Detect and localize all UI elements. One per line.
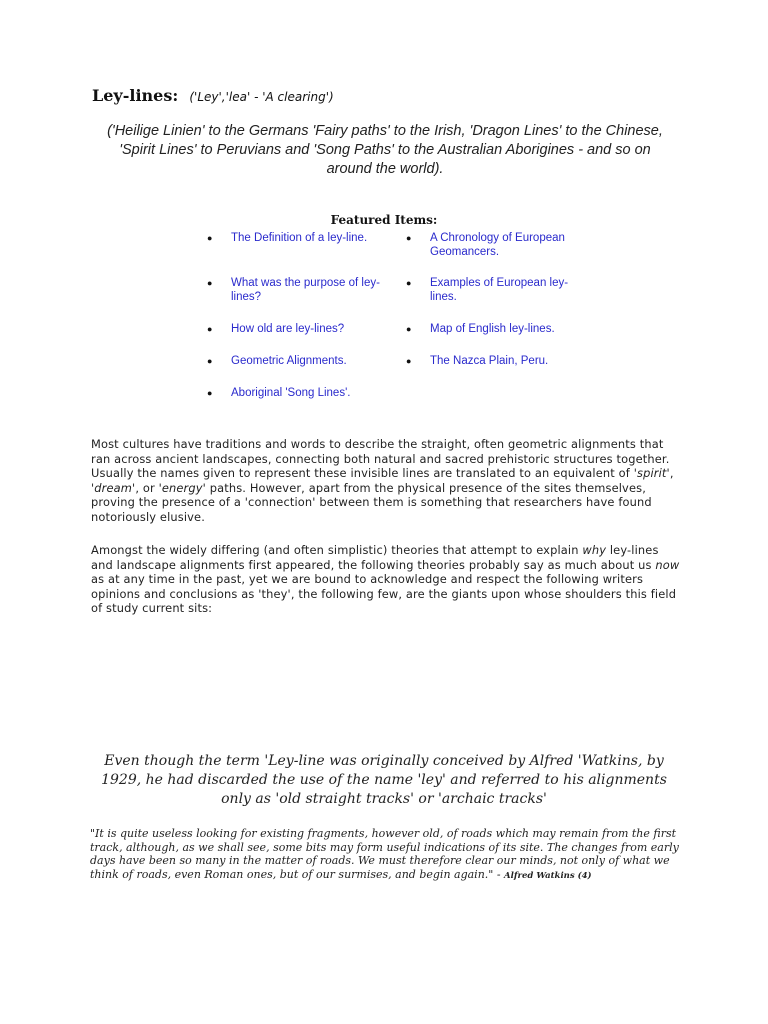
bullet-icon: ●	[406, 233, 412, 243]
bullet-icon: ●	[406, 324, 412, 334]
featured-item[interactable]	[406, 322, 610, 336]
text-run: ', or '	[132, 480, 162, 495]
featured-link[interactable]: Map of English ley-lines.	[430, 323, 555, 335]
text-run: ' paths. However, apart from the physical presence of the sites themselves, proving the presence of a 'connection' between them is something that researchers have found notoriously elusive.	[91, 480, 652, 524]
featured-link[interactable]: Aboriginal 'Song Lines'.	[231, 387, 351, 399]
featured-link[interactable]: What was the purpose of ley-lines?	[231, 277, 380, 303]
text-run: Amongst the widely differing (and often simplistic) theories that attempt to explain	[91, 543, 583, 557]
text-run: as at any time in the past, yet we are bound to acknowledge and respect the following writers opinions and conclusions as 'they', the following few, are the giants upon whose shoulders this field of study current sits:	[91, 572, 677, 616]
text-run: ley-lines and landscape alignments first appeared, the following theories probably say as much about us	[91, 543, 659, 572]
bullet-icon: ●	[406, 356, 412, 366]
emphasis: why	[582, 543, 607, 557]
featured-link[interactable]: Geometric Alignments.	[231, 355, 347, 367]
featured-link[interactable]: Examples of European ley-lines.	[430, 277, 569, 303]
featured-link[interactable]: How old are ley-lines?	[231, 323, 345, 335]
bullet-icon: ●	[207, 388, 213, 398]
featured-item[interactable]	[406, 354, 610, 368]
emphasis: dream	[94, 480, 133, 495]
quote-intro: Even though the term 'Ley-line was originally conceived by Alfred 'Watkins, by 1929, he had discarded the use of the name 'ley' and referred to his alignments only as 'old straight tracks' or 'archaic tracks'	[101, 753, 667, 807]
emphasis: energy	[161, 480, 203, 495]
title-etymology: ('Ley','lea' - 'A clearing')	[189, 90, 334, 104]
featured-item[interactable]	[207, 276, 391, 304]
featured-item[interactable]	[207, 322, 391, 336]
bullet-icon: ●	[207, 278, 213, 288]
featured-item[interactable]	[406, 276, 590, 304]
featured-item[interactable]	[207, 354, 391, 368]
featured-item[interactable]	[207, 231, 391, 245]
featured-heading: Featured Items:	[330, 213, 438, 227]
emphasis: spirit	[637, 466, 667, 481]
bullet-icon: ●	[406, 278, 412, 288]
intro-text: ('Heilige Linien' to the Germans 'Fairy paths' to the Irish, 'Dragon Lines' to the Chinese, 'Spirit Lines' to Peruvians and 'Song Paths' to the Australian Aborigines - and so on around the world).	[107, 123, 663, 177]
title-line	[92, 86, 334, 105]
text-run: ', '	[91, 466, 674, 495]
text-run: Most cultures have traditions and words to describe the straight, often geometric alignments that ran across ancient landscapes, connecting both natural and sacred prehistoric structures together. Usually the names given to represent these invisible lines are translated to an equivalent of '	[91, 437, 670, 481]
featured-item[interactable]	[406, 231, 590, 259]
body-paragraph-2	[91, 543, 681, 616]
bullet-icon: ●	[207, 233, 213, 243]
watkins-quote	[90, 827, 680, 883]
bullet-icon: ●	[207, 356, 213, 366]
quote-attribution: Alfred Watkins (4)	[504, 870, 592, 881]
featured-link[interactable]: A Chronology of European Geomancers.	[430, 232, 565, 258]
emphasis: now	[655, 557, 680, 572]
featured-link[interactable]: The Definition of a ley-line.	[231, 232, 368, 244]
page-title: Ley-lines:	[92, 86, 179, 105]
bullet-icon: ●	[207, 324, 213, 334]
featured-link[interactable]: The Nazca Plain, Peru.	[430, 355, 549, 367]
featured-item[interactable]	[207, 386, 391, 400]
quote-text: "It is quite useless looking for existing fragments, however old, of roads which may remain from the first track, although, as we shall see, some bits may form useful indications of its site. The changes from early days have been so many in the matter of roads. We must therefore clear our minds, not only of what we think of roads, even Roman ones, but of our surmises, and begin again." -	[90, 827, 679, 881]
body-paragraph-1	[91, 437, 681, 525]
